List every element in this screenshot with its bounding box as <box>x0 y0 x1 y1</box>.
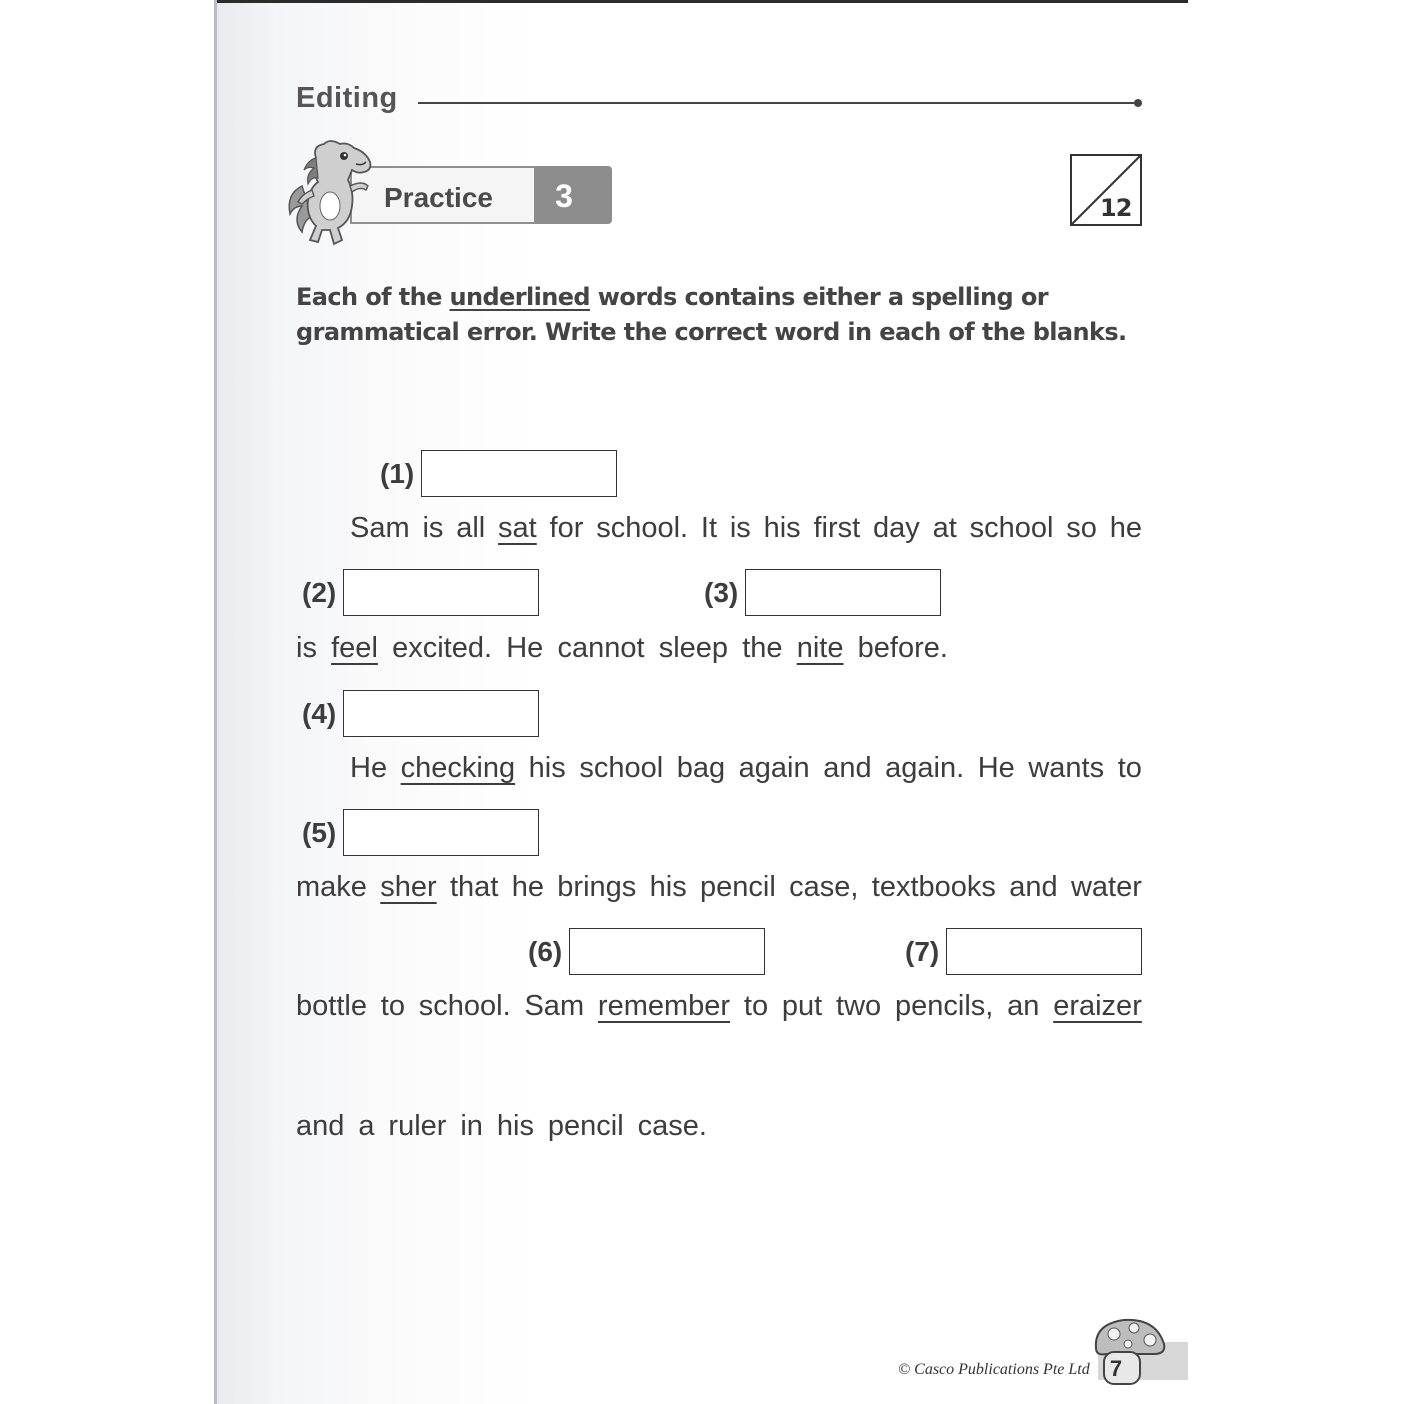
word: is <box>422 512 444 544</box>
underlined-error-word-7: eraizer <box>1053 990 1142 1022</box>
underlined-error-word-5: sher <box>380 871 437 903</box>
word: put <box>781 990 823 1022</box>
passage-line-3 <box>350 752 1142 785</box>
word: a <box>358 1110 375 1142</box>
underlined-error-word-1: sat <box>498 512 537 544</box>
blank-label-1: (1) <box>380 458 415 489</box>
underlined-error-word-6: remember <box>597 990 731 1022</box>
underlined-error-word-3: nite <box>796 632 844 664</box>
passage-line-4 <box>296 871 1142 904</box>
word: is <box>296 632 317 664</box>
word: pencil <box>547 1110 624 1142</box>
passage-line-1 <box>350 512 1142 545</box>
blank-label-6: (6) <box>528 936 563 967</box>
word: that <box>450 871 499 903</box>
passage-line-6 <box>296 1110 707 1143</box>
word: school. <box>596 512 689 544</box>
word: at <box>932 512 957 544</box>
word: pencils, <box>894 990 994 1022</box>
word: all <box>456 512 486 544</box>
word: is <box>729 512 751 544</box>
word: It <box>700 512 718 544</box>
word: his <box>649 871 687 903</box>
word: day <box>873 512 920 544</box>
word: sleep <box>658 632 729 664</box>
answer-blank-6[interactable] <box>569 928 765 975</box>
underlined-error-word-4: checking <box>400 752 516 784</box>
word: his <box>763 512 801 544</box>
word: an <box>1007 990 1040 1022</box>
blank-label-2: (2) <box>302 577 337 608</box>
word: ruler <box>388 1110 447 1142</box>
underlined-error-word-2: feel <box>331 632 378 664</box>
word: before. <box>857 632 948 664</box>
instructions-text-1: Each of the <box>296 283 450 311</box>
word: to <box>1117 752 1142 784</box>
instructions-underlined-word: underlined <box>449 283 591 311</box>
word: the <box>742 632 783 664</box>
divider-end-dot <box>1134 99 1142 107</box>
word: textbooks <box>871 871 996 903</box>
score-total: 12 <box>1100 194 1132 222</box>
word: excited. <box>392 632 493 664</box>
horse-mascot-icon <box>282 136 378 248</box>
word: Sam <box>350 512 410 544</box>
word: two <box>836 990 882 1022</box>
word: He <box>350 752 388 784</box>
blank-label-5: (5) <box>302 817 337 848</box>
word: He <box>977 752 1015 784</box>
section-title: Editing <box>296 82 398 114</box>
word: bag <box>676 752 726 784</box>
blank-label-7: (7) <box>905 936 940 967</box>
answer-blank-4[interactable] <box>343 690 539 737</box>
word: case. <box>637 1110 707 1142</box>
page-top-rule <box>216 0 1188 3</box>
word: and <box>823 752 872 784</box>
word: brings <box>557 871 637 903</box>
word: He <box>506 632 544 664</box>
word: again. <box>885 752 965 784</box>
instructions-text-2: words contains either a spelling or grammatical error. Write the correct word in each of the blanks. <box>296 283 1127 346</box>
word: bottle <box>296 990 367 1022</box>
word: his <box>528 752 566 784</box>
page-binding-edge <box>214 0 217 1404</box>
word: wants <box>1028 752 1105 784</box>
answer-blank-3[interactable] <box>745 569 941 616</box>
word: he <box>1109 512 1142 544</box>
answer-blank-1[interactable] <box>421 450 617 497</box>
word: pencil <box>700 871 776 903</box>
word: school. <box>418 990 511 1022</box>
word: his <box>496 1110 534 1142</box>
word: he <box>511 871 544 903</box>
word: Sam <box>524 990 585 1022</box>
word: for <box>549 512 584 544</box>
section-divider <box>418 102 1136 104</box>
passage-line-2 <box>296 632 948 665</box>
copyright-credit: © Casco Publications Pte Ltd <box>898 1361 1090 1378</box>
passage-line-5 <box>296 990 1142 1023</box>
word: water <box>1070 871 1142 903</box>
answer-blank-5[interactable] <box>343 809 539 856</box>
blank-label-3: (3) <box>704 577 739 608</box>
page-number: 7 <box>1109 1356 1123 1381</box>
word: in <box>460 1110 483 1142</box>
instructions <box>296 280 1146 350</box>
word: so <box>1066 512 1097 544</box>
answer-blank-7[interactable] <box>946 928 1142 975</box>
word: and <box>296 1110 345 1142</box>
blank-label-4: (4) <box>302 698 337 729</box>
practice-banner <box>350 166 612 226</box>
word: again <box>738 752 810 784</box>
practice-label: Practice <box>384 182 493 213</box>
word: first <box>813 512 861 544</box>
word: to <box>380 990 405 1022</box>
word: school <box>579 752 664 784</box>
answer-blank-2[interactable] <box>343 569 539 616</box>
practice-number: 3 <box>555 178 573 214</box>
word: case, <box>789 871 859 903</box>
word: and <box>1009 871 1058 903</box>
word: cannot <box>557 632 645 664</box>
word: school <box>969 512 1054 544</box>
word: to <box>743 990 769 1022</box>
word: make <box>296 871 367 903</box>
practice-number-box <box>534 166 612 224</box>
